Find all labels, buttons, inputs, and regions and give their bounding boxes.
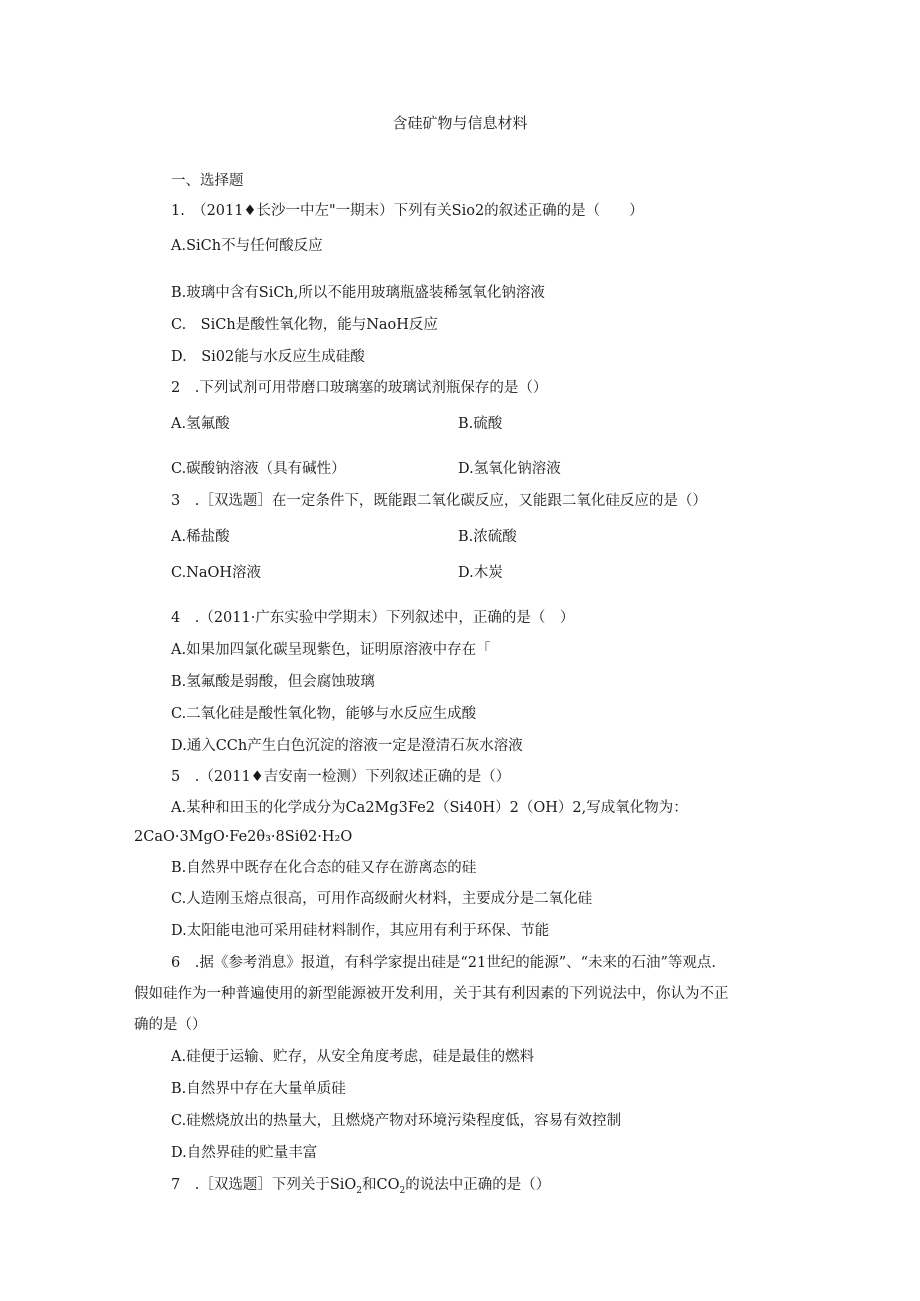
question-3-option-b: B.浓硫酸 [458,529,517,545]
question-6-option-a: A.硅便于运输、贮存，从安全角度考虑，硅是最佳的燃料 [171,1049,535,1065]
question-5-option-a: A.某种和田玉的化学成分为Ca2Mg3Fe2（Si40H）2（OH）2,写成氧化物为： [171,800,688,816]
question-5-option-d: D.太阳能电池可采用硅材料制作，其应用有利于环保、节能 [171,923,550,939]
question-4-option-a: A.如果加四氯化碳呈现紫色，证明原溶液中存在「 [171,642,491,658]
question-6-option-c: C.硅燃烧放出的热量大，且燃烧产物对环境污染程度低，容易有效控制 [171,1113,622,1129]
section-heading: 一、选择题 [171,173,244,189]
question-7-subscript-1: 2 [356,1186,363,1196]
question-1-option-a: A.SiCh不与任何酸反应 [171,238,323,254]
question-7-subscript-2: 2 [399,1186,406,1196]
question-1-option-c: C. SiCh是酸性氧化物，能与NaoH反应 [171,317,438,333]
question-3-option-c: C.NaOH溶液 [171,565,262,581]
question-2-option-d: D.氢氧化钠溶液 [458,461,561,477]
question-1-option-d: D. Si02能与水反应生成硅酸 [171,349,365,365]
question-6-stem-line-2: 假如硅作为一种普遍使用的新型能源被开发利用，关于其有利因素的下列说法中，你认为不正 [134,986,729,1002]
question-2-option-a: A.氢氟酸 [171,416,230,432]
question-5-stem: 5 .（2011♦吉安南一检测）下列叙述正确的是（） [171,769,511,785]
question-6-option-d: D.自然界硅的贮量丰富 [171,1145,318,1161]
question-1-stem: 1. （2011♦长沙一中左"一期末）下列有关Sio2的叙述正确的是（ ） [171,203,644,219]
question-5-option-b: B.自然界中既存在化合态的硅又存在游离态的硅 [171,860,477,876]
question-6-stem-line-3: 确的是（） [134,1017,207,1033]
question-2-stem: 2 .下列试剂可用带磨口玻璃塞的玻璃试剂瓶保存的是（） [171,380,548,396]
question-2-option-c: C.碳酸钠溶液（具有碱性） [171,461,346,477]
question-4-option-c: C.二氧化硅是酸性氧化物，能够与水反应生成酸 [171,706,477,722]
question-2-option-b: B.硫酸 [458,416,503,432]
question-7-stem-part-2: 和CO [362,1177,400,1193]
question-3-option-a: A.稀盐酸 [171,529,230,545]
question-7-stem [171,1175,550,1197]
question-4-option-d: D.通入CCh产生白色沉淀的溶液一定是澄清石灰水溶液 [171,738,523,754]
question-4-stem: 4 .（2011·广东实验中学期末）下列叙述中，正确的是（ ） [171,610,575,626]
document-title: 含硅矿物与信息材料 [392,114,528,132]
question-4-option-b: B.氢氟酸是弱酸，但会腐蚀玻璃 [171,674,375,690]
question-3-option-d: D.木炭 [458,565,503,581]
question-6-stem-line-1: 6 .据《参考消息》报道，有科学家提出硅是“21世纪的能源”、“未来的石油”等观点. [171,955,717,971]
question-7-stem-part-3: 的说法中正确的是（） [405,1177,551,1193]
question-1-option-b: B.玻璃中含有SiCh,所以不能用玻璃瓶盛装稀氢氧化钠溶液 [171,285,545,301]
question-7-stem-part-1: 7 .［双选题］下列关于SiO [171,1177,357,1193]
question-5-option-c: C.人造刚玉熔点很高，可用作高级耐火材料，主要成分是二氧化硅 [171,891,593,907]
question-3-stem: 3 .［双选题］在一定条件下，既能跟二氧化碳反应，又能跟二氧化硅反应的是（） [171,493,707,509]
question-6-option-b: B.自然界中存在大量单质硅 [171,1081,346,1097]
question-5-option-a-formula: 2CaO·3MgO·Fe2θ₃·8Siθ2·H₂O [134,829,353,845]
